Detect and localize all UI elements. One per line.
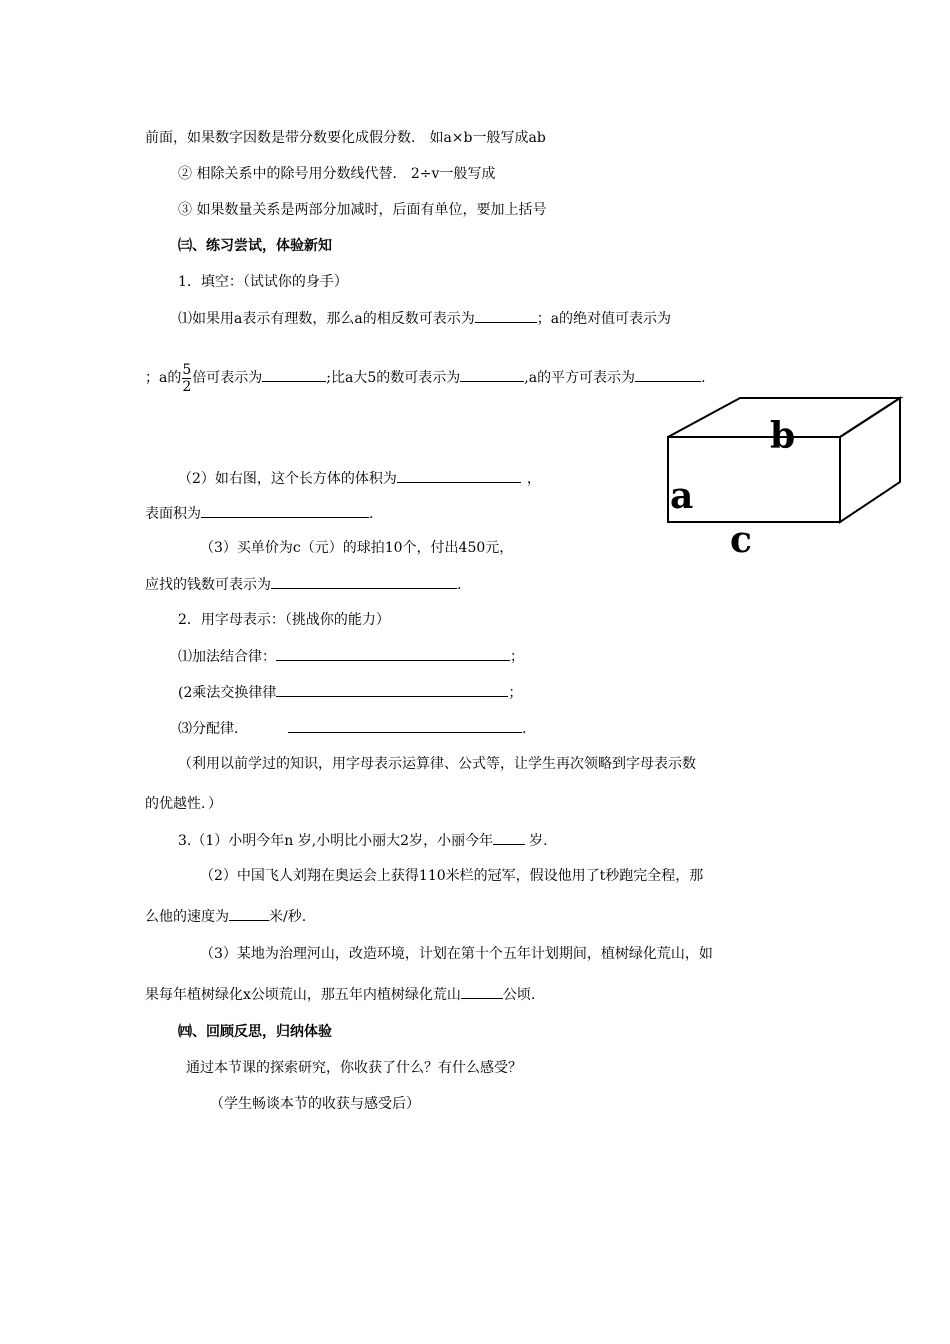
answer-blank[interactable] [288,718,522,733]
part-3-item-2-line-2 [145,906,306,927]
text-line-3: ③ 如果数量关系是两部分加减时，后面有单位，要加上括号 [178,202,547,218]
part-2-item-3 [178,718,526,739]
question-1-title: 1．填空：（试试你的身手） [178,274,348,290]
q1-2-text-c: ;比a大5的数可表示为 [326,370,461,386]
p3-1-end: 岁. [529,833,548,849]
answer-blank[interactable] [493,830,525,845]
question-3-line-2 [145,574,461,595]
note-line-2: 的优越性．） [145,796,222,812]
p3-2-end: 米/秒. [269,909,307,925]
q3-text-c: . [457,577,462,593]
section-heading-4: ㈣、回顾反思，归纳体验 [178,1024,332,1040]
note-line-1: （利用以前学过的知识，用字母表示运算律、公式等，让学生再次领略到字母表示数 [178,756,696,772]
q1-2-text-d: ,a的平方可表示为 [524,370,636,386]
answer-blank[interactable] [397,468,521,483]
answer-blank[interactable] [229,906,269,921]
p2-2-end: ； [508,685,523,701]
text-line-2: ② 相除关系中的除号用分数线代替． 2÷v一般写成 [178,166,496,182]
q1-2-text-e: . [701,370,706,386]
question-1-1 [178,308,671,329]
cuboid-side-face [840,398,900,522]
answer-blank[interactable] [271,574,457,589]
part-2-item-2 [178,682,522,703]
p3-1-text: 3.（1）小明今年n 岁,小明比小丽大2岁，小丽今年 [178,833,494,849]
q2-text-a: （2）如右图，这个长方体的体积为 [178,471,397,487]
answer-blank[interactable] [276,646,510,661]
question-3-line-1: （3）买单价为c（元）的球拍10个，付出450元， [200,540,514,556]
q1-1-text-b: ；a的绝对值可表示为 [536,311,672,327]
question-2-line-1 [178,468,541,489]
part-3-item-1 [178,830,548,851]
answer-blank[interactable] [475,308,537,323]
question-1-2 [145,360,706,396]
q1-2-text-b: 倍可表示为 [192,370,263,386]
p3-3-end: 公顷. [502,987,536,1003]
answer-blank[interactable] [461,984,503,999]
p3-3-text: 果每年植树绿化x公顷荒山，那五年内植树绿化荒山 [145,987,461,1003]
part-3-item-3-line-1: （3）某地为治理河山，改造环境，计划在第十个五年计划期间，植树绿化荒山，如 [200,946,713,962]
cuboid-front-face [668,437,840,522]
q2-text-b: ， [526,471,541,487]
question-2-line-2 [145,503,373,524]
cuboid-figure [660,390,910,565]
answer-blank[interactable] [460,367,524,382]
fraction [182,362,191,395]
part-2-title: 2．用字母表示：（挑战你的能力） [178,612,390,628]
section-heading-3: ㈢、练习尝试，体验新知 [178,238,332,254]
dimension-label-c: c [730,519,752,561]
reflection-line-1: 通过本节课的探索研究，你收获了什么？有什么感受？ [186,1060,522,1076]
p2-1-text: ⑴加法结合律： [178,649,276,665]
fraction-denominator: 2 [182,378,192,395]
fraction-numerator: 5 [182,361,192,378]
q1-1-text-a: ⑴如果用a表示有理数，那么a的相反数可表示为 [178,311,475,327]
dimension-label-a: a [670,475,694,517]
q1-2-text-a: ；a的 [145,370,182,386]
part-2-item-1 [178,646,524,667]
reflection-line-2: （学生畅谈本节的收获与感受后） [210,1096,420,1112]
text-line-1: 前面，如果数字因数是带分数要化成假分数． 如a×b一般写成ab [145,130,546,146]
p2-3-end: . [522,721,527,737]
p2-2-text: (2乘法交换律律 [178,685,277,701]
answer-blank[interactable] [276,682,508,697]
q2-text-d: . [369,506,374,522]
part-3-item-2-line-1: （2）中国飞人刘翔在奥运会上获得110米栏的冠军，假设他用了t秒跑完全程，那 [200,868,704,884]
answer-blank[interactable] [635,367,701,382]
p3-2-text: 么他的速度为 [145,909,229,925]
p2-3-text: ⑶分配律． [178,721,248,737]
part-3-item-3-line-2 [145,984,535,1005]
answer-blank[interactable] [262,367,326,382]
dimension-label-b: b [770,415,796,457]
answer-blank[interactable] [201,503,369,518]
q2-text-c: 表面积为 [145,506,201,522]
q3-text-b: 应找的钱数可表示为 [145,577,271,593]
p2-1-end: ； [510,649,524,665]
